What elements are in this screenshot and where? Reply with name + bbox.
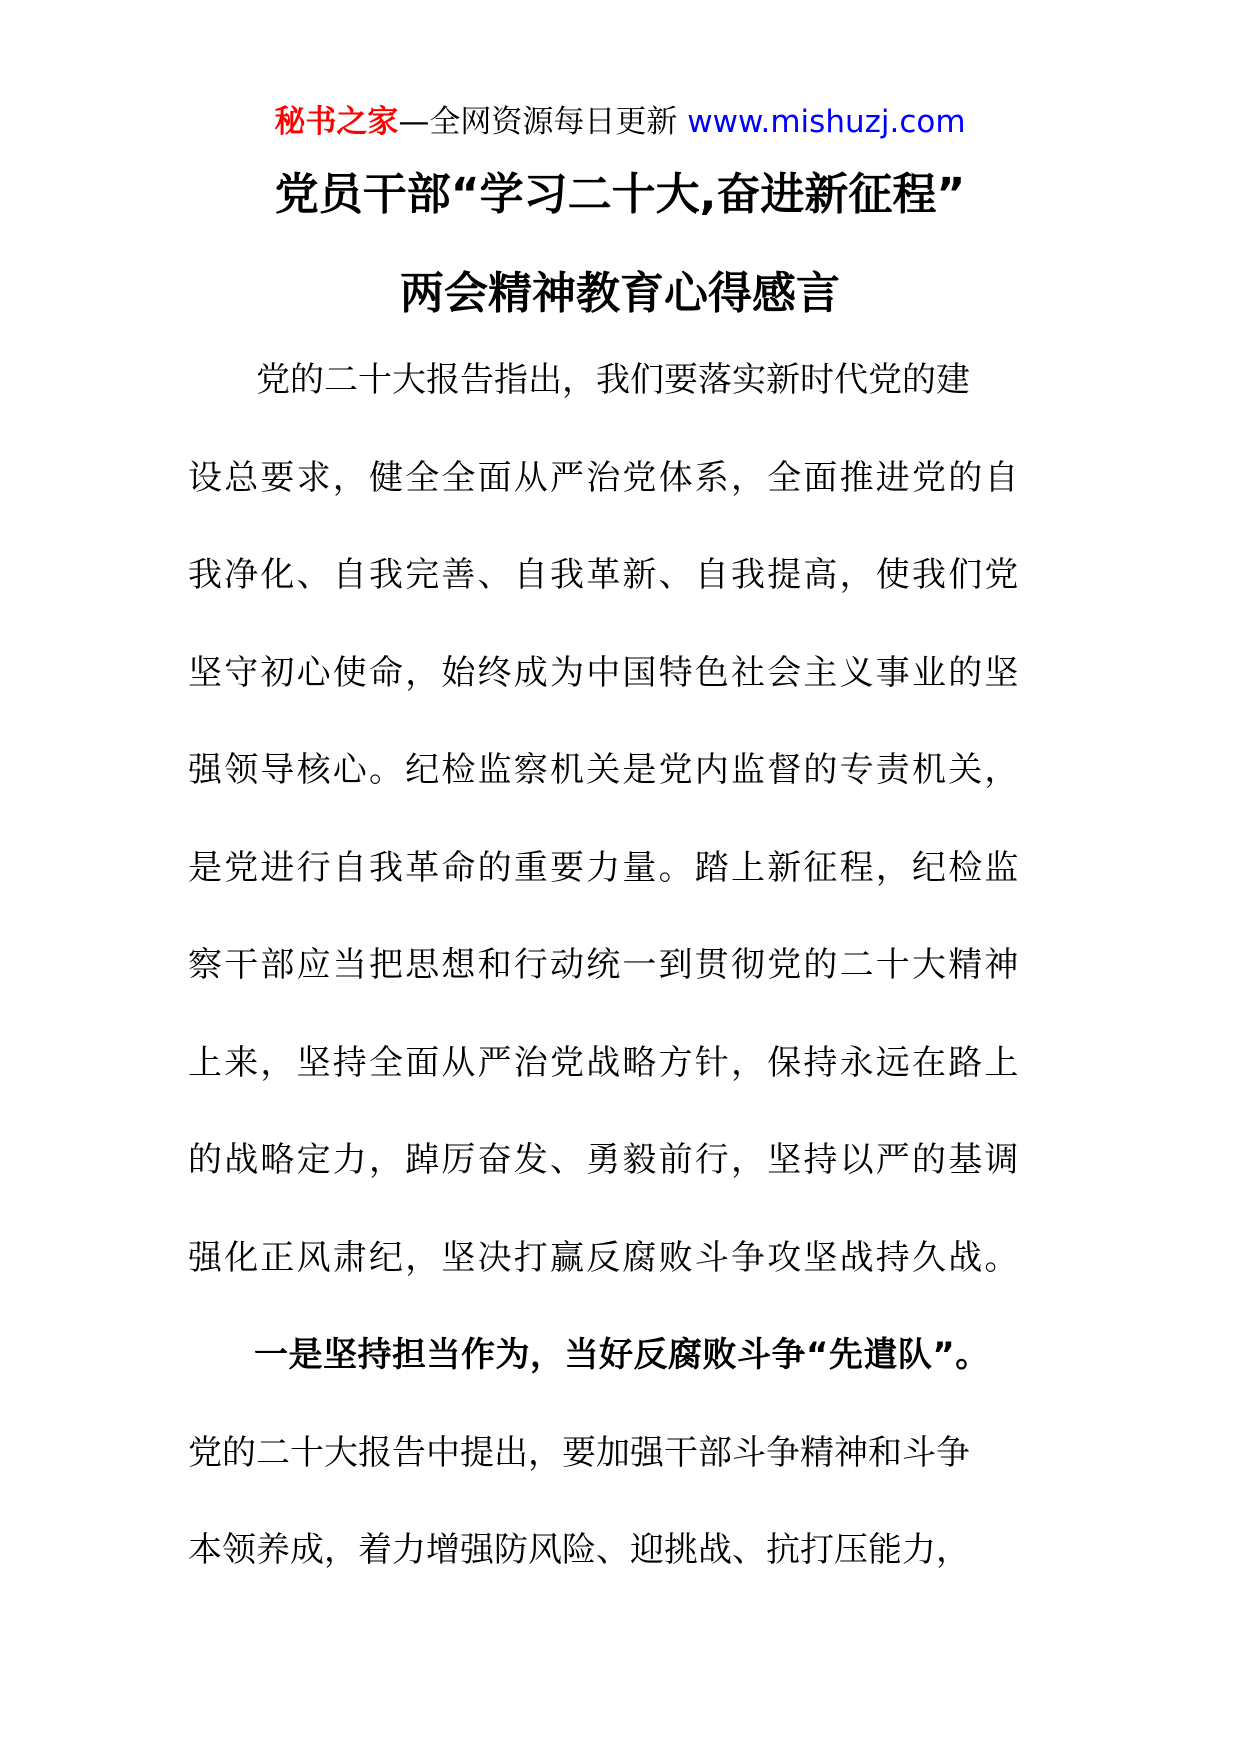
body-line: 强化正风肃纪，坚决打赢反腐败斗争攻坚战持久战。 [188,1237,1021,1278]
body-line: 强领导核心。纪检监察机关是党内监督的专责机关， [188,750,1021,790]
body-line: 坚守初心使命，始终成为中国特色社会主义事业的坚 [188,652,1021,693]
header-tagline: —全网资源每日更新 [398,104,688,140]
document-title-line-1: 党员干部“学习二十大,奋进新征程” [274,169,966,220]
body-line: 我净化、自我完善、自我革新、自我提高，使我们党 [188,555,1021,595]
body-line: 党的二十大报告中提出，要加强干部斗争精神和斗争 [188,1432,970,1473]
body-line: 党的二十大报告指出，我们要落实新时代党的建 [256,360,970,400]
body-line: 设总要求，健全全面从严治党体系，全面推进党的自 [188,457,1021,498]
document-title-line-2: 两会精神教育心得感言 [400,268,840,319]
body-line: 的战略定力，踔厉奋发、勇毅前行，坚持以严的基调 [188,1140,1021,1180]
brand-name: 秘书之家 [274,104,399,140]
body-line: 本领养成，着力增强防风险、迎挑战、抗打压能力， [188,1530,970,1570]
watermark-header [0,100,1240,144]
site-link[interactable]: www.mishuzj.com [687,104,966,140]
body-line: 上来，坚持全面从严治党战略方针，保持永远在路上 [188,1042,1021,1083]
document-body [188,350,1058,1618]
body-line: 是党进行自我革命的重要力量。踏上新征程，纪检监 [188,847,1021,888]
section-heading: 一是坚持担当作为，当好反腐败斗争“先遣队”。 [254,1335,990,1375]
body-line: 察干部应当把思想和行动统一到贯彻党的二十大精神 [188,945,1021,985]
